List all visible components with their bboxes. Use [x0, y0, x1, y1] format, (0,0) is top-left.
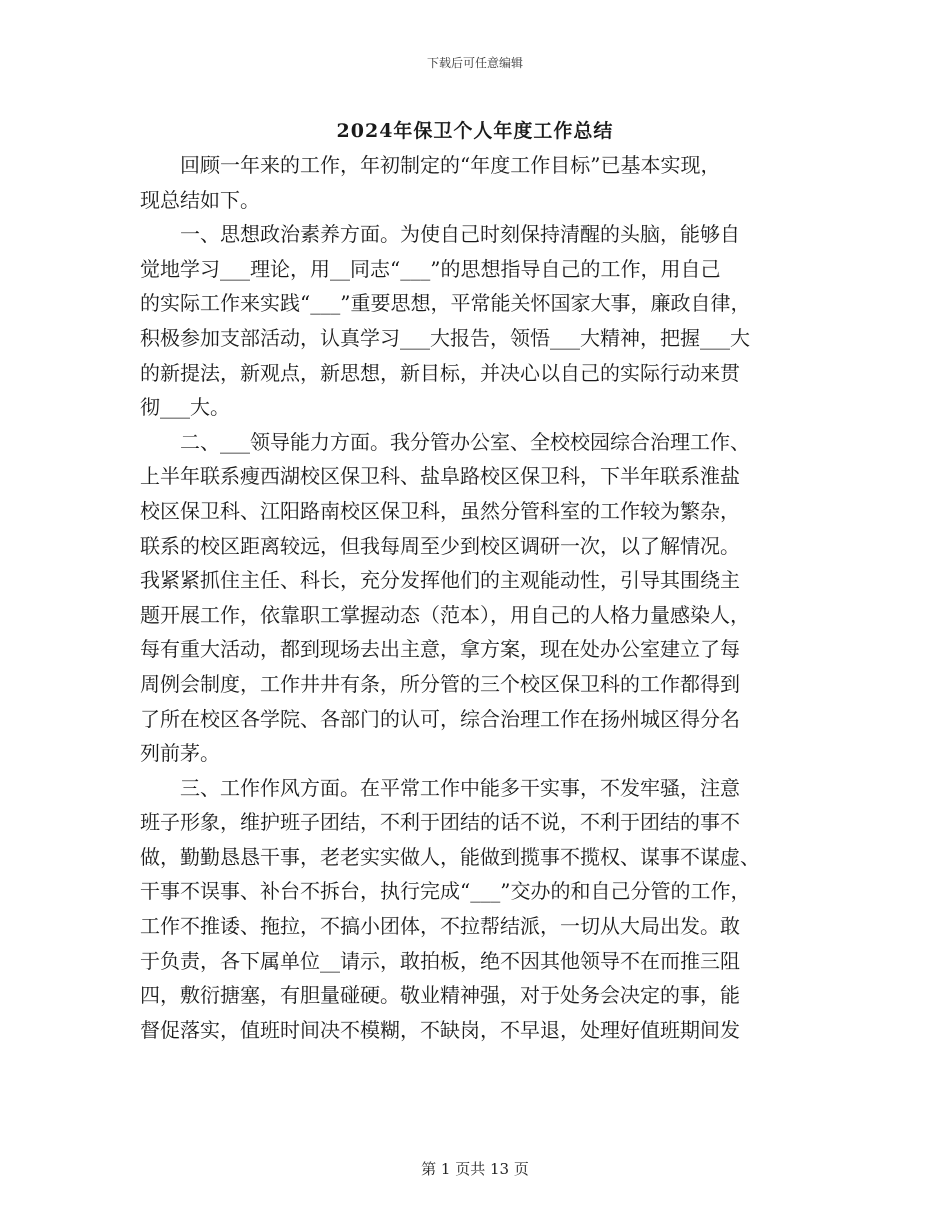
- text-line: 校区保卫科、江阳路南校区保卫科，虽然分管科室的工作较为繁杂，: [140, 498, 740, 523]
- text-line: 周例会制度，工作井井有条，所分管的三个校区保卫科的工作都得到: [140, 671, 740, 696]
- text-line: 工作不推诿、拖拉，不搞小团体，不拉帮结派，一切从大局出发。敢: [140, 914, 740, 939]
- text-line: 做，勤勤恳恳干事，老老实实做人，能做到揽事不揽权、谋事不谋虚、: [140, 844, 760, 869]
- text-line: 彻___大。: [140, 395, 230, 420]
- text-line: 了所在校区各学院、各部门的认可，综合治理工作在扬州城区得分名: [140, 706, 740, 731]
- text-line: 三、工作作风方面。在平常工作中能多干实事，不发牢骚，注意: [140, 775, 740, 800]
- text-line: 干事不误事、补台不拆台，执行完成“___”交办的和自己分管的工作，: [140, 879, 751, 904]
- text-line: 上半年联系瘦西湖校区保卫科、盐阜路校区保卫科，下半年联系淮盐: [140, 464, 740, 489]
- text-line: 积极参加支部活动，认真学习___大报告，领悟___大精神，把握___大: [140, 325, 750, 350]
- text-line: 现总结如下。: [140, 187, 260, 212]
- text-line: 班子形象，维护班子团结，不利于团结的话不说，不利于团结的事不: [140, 810, 740, 835]
- header-note: 下载后可任意编辑: [426, 56, 523, 70]
- page-footer: 第 1 页共 13 页: [421, 1160, 529, 1178]
- text-line: 于负责，各下属单位__请示，敢拍板，绝不因其他领导不在而推三阻: [140, 948, 740, 973]
- text-line: 每有重大活动，都到现场去出主意，拿方案，现在处办公室建立了每: [140, 637, 740, 662]
- text-line: 二、___领导能力方面。我分管办公室、全校校园综合治理工作、: [140, 429, 750, 454]
- text-line: 题开展工作，依靠职工掌握动态（范本），用自己的人格力量感染人，: [140, 602, 750, 627]
- text-line: 一、思想政治素养方面。为使自己时刻保持清醒的头脑，能够自: [140, 222, 740, 247]
- text-line: 的实际工作来实践“___”重要思想，平常能关怀国家大事，廉政自律，: [140, 291, 751, 316]
- text-line: 觉地学习___理论，用__同志“___”的思想指导自己的工作，用自己: [140, 256, 721, 281]
- text-line: 回顾一年来的工作，年初制定的“年度工作目标”已基本实现，: [140, 153, 721, 177]
- text-line: 我紧紧抓住主任、科长，充分发挥他们的主观能动性，引导其围绕主: [140, 568, 740, 593]
- body-text: [140, 148, 820, 1047]
- document-title: 2024年保卫个人年度工作总结: [336, 120, 614, 142]
- text-line: 的新提法，新观点，新思想，新目标，并决心以自己的实际行动来贯: [140, 360, 740, 385]
- text-line: 四，敷衍搪塞，有胆量碰硬。敬业精神强，对于处务会决定的事，能: [140, 983, 740, 1008]
- text-line: 联系的校区距离较远，但我每周至少到校区调研一次，以了解情况。: [140, 533, 740, 558]
- text-line: 督促落实，值班时间决不模糊，不缺岗，不早退，处理好值班期间发: [140, 1017, 740, 1042]
- text-line: 列前茅。: [140, 741, 220, 766]
